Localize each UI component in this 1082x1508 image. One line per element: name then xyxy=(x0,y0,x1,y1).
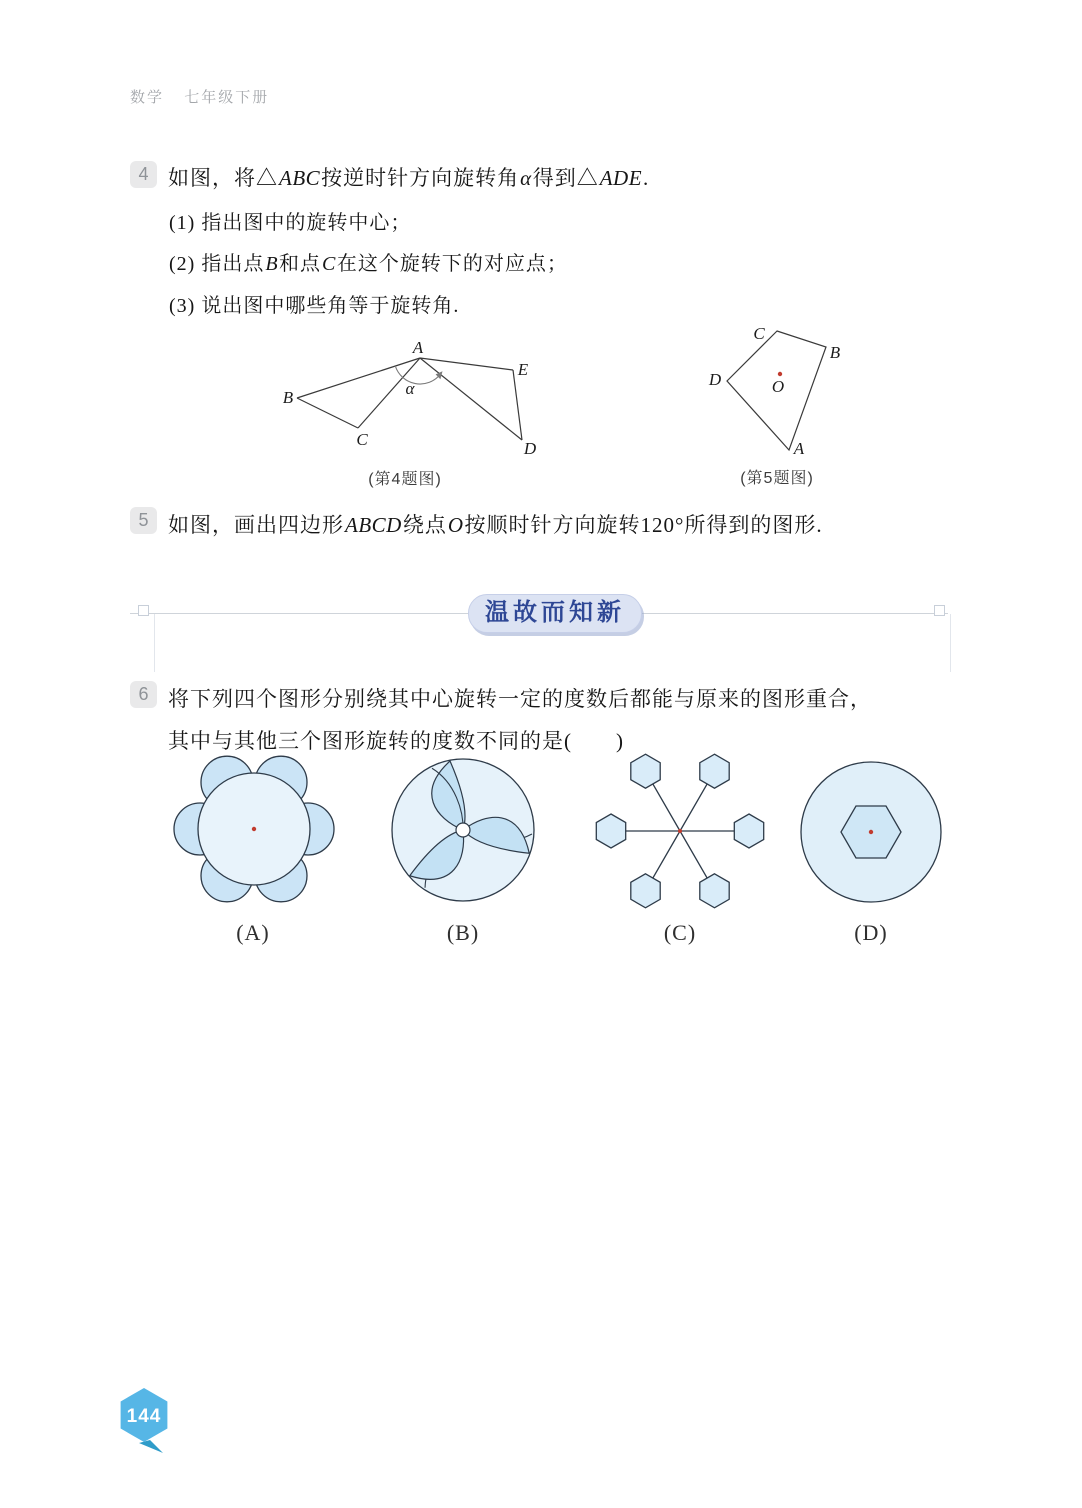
problem5-figure xyxy=(688,313,863,498)
math-C: C xyxy=(322,253,336,275)
corner-ornament-right xyxy=(934,605,945,616)
label-O: O xyxy=(771,377,785,396)
label-A: A xyxy=(793,439,805,458)
label-C: C xyxy=(356,430,368,449)
page-header xyxy=(130,86,269,107)
option-B-pinwheel-figure xyxy=(390,757,536,903)
math-alpha: α xyxy=(520,166,532,190)
problem6-line2: 其中与其他三个图形旋转的度数不同的是( ) xyxy=(168,729,624,753)
page-number-badge xyxy=(110,1384,182,1458)
triangle-ADE xyxy=(420,358,522,440)
label-D: D xyxy=(708,370,722,389)
item2-text3: 在这个旋转下的对应点； xyxy=(336,253,568,275)
problem4-title-text: 如图，将 xyxy=(168,166,256,190)
corner-ornament-left xyxy=(138,605,149,616)
page-number: 144 xyxy=(126,1406,162,1427)
problem4-item1: (1) 指出图中的旋转中心； xyxy=(169,212,412,234)
math-ADE: ADE xyxy=(599,166,643,190)
math-ABC: ABC xyxy=(279,166,321,190)
problem6-line1: 将下列四个图形分别绕其中心旋转一定的度数后都能与原来的图形重合， xyxy=(168,687,872,711)
math-O: O xyxy=(447,513,464,537)
center-dot xyxy=(869,830,873,834)
triangle-symbol: △ xyxy=(576,166,599,190)
center-dot xyxy=(678,829,682,833)
header-volume: 七年级下册 xyxy=(184,89,270,106)
p5-text4: 所得到的图形. xyxy=(684,513,823,537)
corner-stub-right xyxy=(950,614,951,672)
problem4-number-badge: 4 xyxy=(130,161,157,188)
problem5-text xyxy=(168,509,823,539)
review-banner: 温故而知新 xyxy=(468,594,642,633)
option-A-flower-figure xyxy=(172,745,336,915)
item2-text: (2) 指出点 xyxy=(169,253,265,275)
option-B-label: (B) xyxy=(446,920,480,945)
angle-120: 120° xyxy=(640,513,685,537)
label-B: B xyxy=(282,388,294,407)
label-B: B xyxy=(829,343,841,362)
label-D: D xyxy=(523,439,537,458)
option-A-label: (A) xyxy=(236,920,270,945)
math-B: B xyxy=(265,253,279,275)
problem4-title-text3: 得到 xyxy=(532,166,577,190)
center-point-O xyxy=(778,372,782,376)
label-A: A xyxy=(412,338,424,357)
option-C-label: (C) xyxy=(663,920,697,945)
triangle-ABC xyxy=(297,358,420,428)
option-C-spokes-figure xyxy=(592,749,772,917)
label-alpha: α xyxy=(405,379,415,398)
math-ABCD: ABCD xyxy=(345,513,402,537)
option-D-label: (D) xyxy=(854,920,888,945)
figure5-caption: (第5题图) xyxy=(740,470,814,487)
problem4-item2 xyxy=(169,247,568,276)
p5-text1: 如图，画出四边形 xyxy=(168,513,344,537)
problem4-title xyxy=(168,162,649,192)
corner-stub-left xyxy=(154,614,155,672)
center-dot xyxy=(252,827,256,831)
p5-text2: 绕点 xyxy=(402,513,447,537)
label-C: C xyxy=(753,324,765,343)
problem4-figure xyxy=(268,333,573,503)
header-course: 数学 xyxy=(130,89,165,106)
figure4-caption: (第4题图) xyxy=(368,471,442,488)
option-D-circle-hexagon-figure xyxy=(800,761,942,903)
item2-text2: 和点 xyxy=(279,253,322,275)
triangle-symbol: △ xyxy=(256,166,278,190)
badge-tail xyxy=(139,1440,163,1453)
pinwheel-hub xyxy=(456,823,470,837)
p5-text3: 按顺时针方向旋转 xyxy=(464,513,641,537)
problem4-item3: (3) 说出图中哪些角等于旋转角. xyxy=(169,295,460,317)
label-E: E xyxy=(517,360,529,379)
period: . xyxy=(643,166,650,190)
problem5-number-badge: 5 xyxy=(130,507,157,534)
problem6-number-badge: 6 xyxy=(130,681,157,708)
problem4-title-text2: 按逆时针方向旋转角 xyxy=(321,166,520,190)
